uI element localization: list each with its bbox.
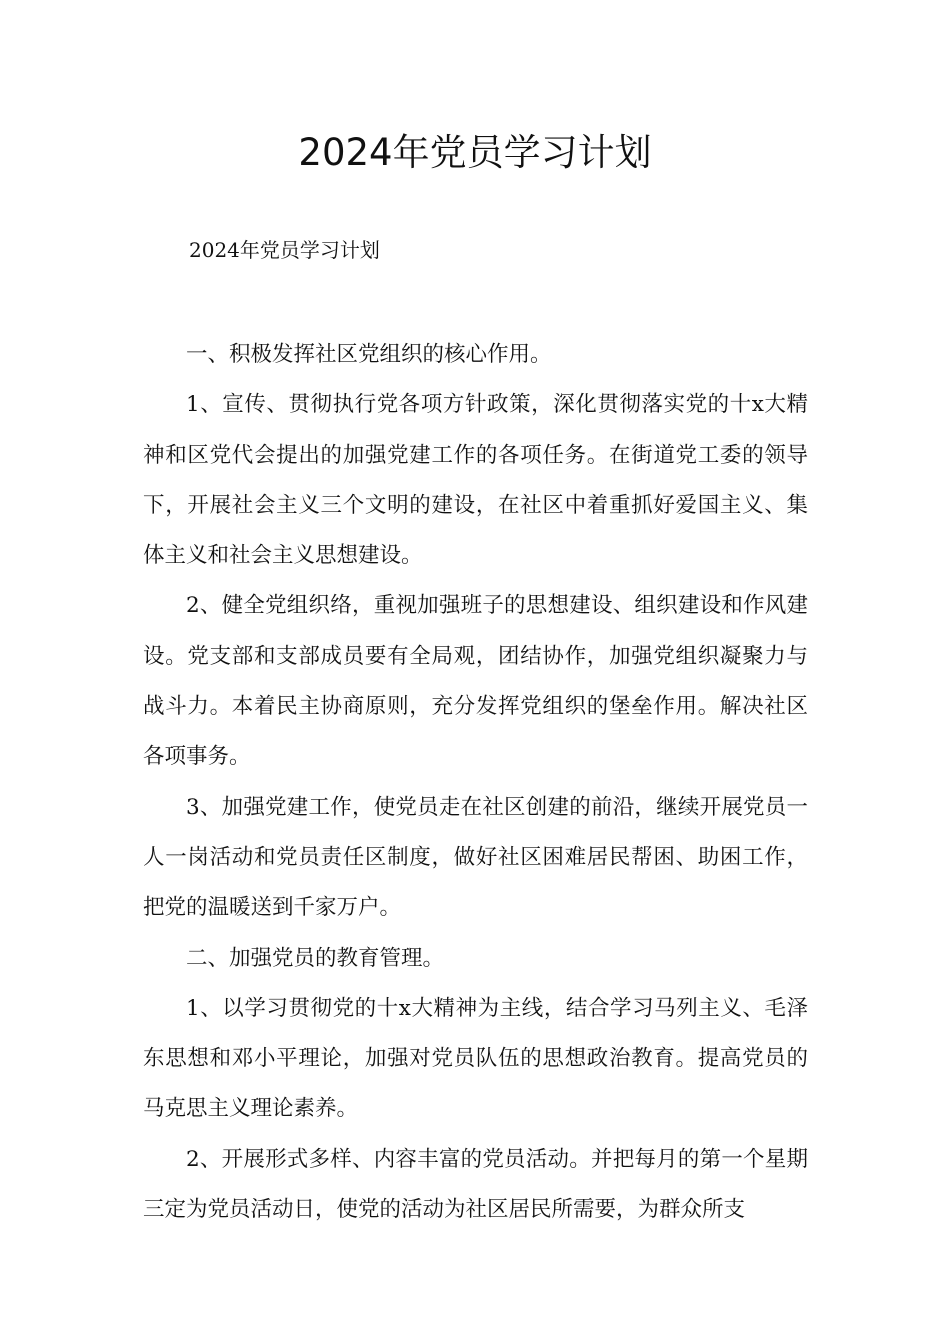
paragraph: 1、以学习贯彻党的十x大精神为主线，结合学习马列主义、毛泽东思想和邓小平理论，加强对党员队伍的思想政治教育。提高党员的马克思主义理论素养。 [143,995,808,1122]
paragraph: 1、宣传、贯彻执行党各项方针政策，深化贯彻落实党的十x大精神和区党代会提出的加强党建工作的各项任务。在街道党工委的领导下，开展社会主义三个文明的建设，在社区中着重抓好爱国主义、集体主义和社会主义思想建设。 [143,392,808,569]
section-heading-1: 一、积极发挥社区党组织的核心作用。 [186,342,552,367]
document-body [143,330,808,1235]
paragraph: 2、开展形式多样、内容丰富的党员活动。并把每月的第一个星期三定为党员活动日，使党的活动为社区居民所需要，为群众所支 [143,1146,808,1223]
document-title: 2024年党员学习计划 [298,131,652,174]
paragraph: 2、健全党组织络，重视加强班子的思想建设、组织建设和作风建设。党支部和支部成员要有全局观，团结协作，加强党组织凝聚力与战斗力。本着民主协商原则，充分发挥党组织的堡垒作用。解决社区各项事务。 [143,593,808,770]
document-subtitle: 2024年党员学习计划 [189,238,380,262]
paragraph: 3、加强党建工作，使党员走在社区创建的前沿，继续开展党员一人一岗活动和党员责任区制度，做好社区困难居民帮困、助困工作，把党的温暖送到千家万户。 [143,794,808,921]
section-heading-2: 二、加强党员的教育管理。 [186,945,445,971]
